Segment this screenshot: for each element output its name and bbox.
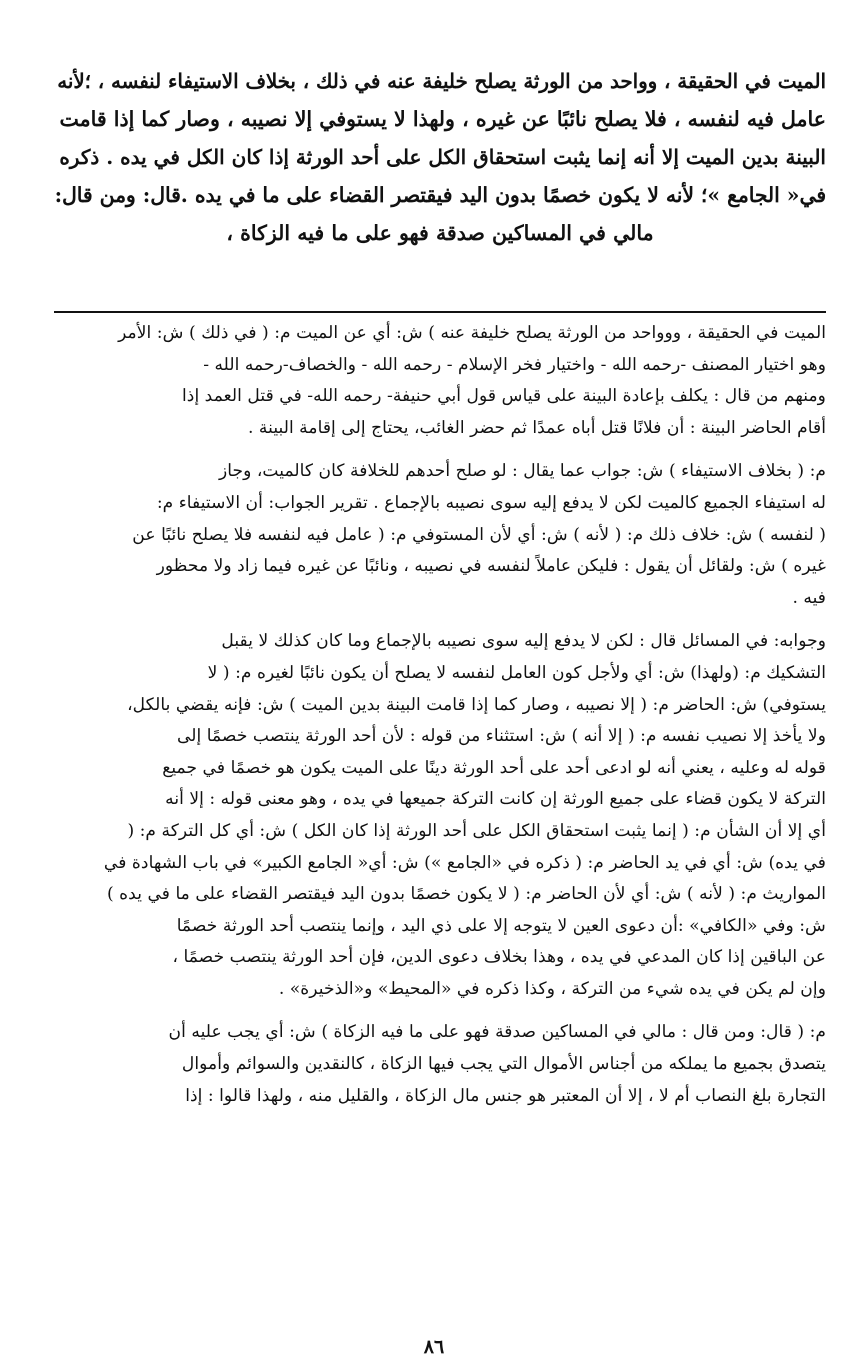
commentary-line: فيه . xyxy=(792,587,826,608)
separator-rule xyxy=(54,311,826,313)
commentary-line: الميت في الحقيقة ، ووواحد من الورثة يصلح خليفة عنه ) ش: أي عن الميت م: ( في ذلك ) ش: الأمر xyxy=(118,323,826,343)
commentary-line: التجارة بلغ النصاب أم لا ، إلا أن المعتبر هو جنس مال الزكاة ، والقليل منه ، ولهذا قالوا : إذا xyxy=(185,1085,826,1106)
commentary-line: ش: وفي «الكافي» :أن دعوى العين لا يتوجه إلا على ذي اليد ، وإنما ينتصب أحد الورثة خصمًا xyxy=(176,915,826,936)
commentary-line: عن الباقين إذا كان المدعي في يده ، وهذا بخلاف دعوى الدين، فإن أحد الورثة ينتصب خصمًا ، xyxy=(172,947,826,968)
commentary-line: م: ( قال: ومن قال : مالي في المساكين صدقة فهو على ما فيه الزكاة ) ش: أي يجب عليه أن xyxy=(168,1022,826,1043)
commentary-line: المواريث م: ( لأنه ) ش: أي لأن الحاضر م: ( لا يكون خصمًا بدون اليد فيقتصر القضاء على ما في يده ) xyxy=(107,884,826,905)
commentary-line: وجوابه: في المسائل قال : لكن لا يدفع إليه سوى نصيبه بالإجماع وما كان كذلك لا يقبل xyxy=(221,631,826,652)
commentary-line: يستوفي) ش: الحاضر م: ( إلا نصيبه ، وصار كما إذا قامت البينة بدين الميت ) ش: فإنه يقضي بالكل، xyxy=(127,694,826,715)
main-text-block xyxy=(54,62,826,252)
main-text-line: الميت في الحقيقة ، وواحد من الورثة يصلح خليفة عنه في ذلك ، بخلاف الاستيفاء لنفسه ، ؛لأنه xyxy=(57,69,826,93)
commentary-paragraph xyxy=(54,456,826,614)
main-text-line: في« الجامع »؛ لأنه لا يكون خصمًا بدون اليد فيقتصر القضاء على ما في يده .قال: ومن قال: xyxy=(54,183,826,207)
main-text-line: مالي في المساكين صدقة فهو على ما فيه الزكاة ، xyxy=(226,221,654,245)
commentary-line: ( لنفسه ) ش: خلاف ذلك م: ( لأنه ) ش: أي لأن المستوفي م: ( عامل فيه لنفسه فلا يصلح نائبًا عن xyxy=(132,524,826,545)
commentary-line: ومنهم من قال : يكلف بإعادة البينة على قياس قول أبي حنيفة- رحمه الله- في قتل العمد إذا xyxy=(182,386,826,407)
commentary-line: وهو اختيار المصنف -رحمه الله - واختيار فخر الإسلام - رحمه الله - والخصاف-رحمه الله - xyxy=(203,354,826,375)
page-number: ٨٦ xyxy=(423,1336,445,1358)
commentary-line: يتصدق بجميع ما يملكه من أجناس الأموال التي يجب فيها الزكاة ، كالنقدين والسوائم وأموال xyxy=(181,1054,826,1075)
commentary-block xyxy=(54,318,826,1124)
main-text-line: عامل فيه لنفسه ، فلا يصلح نائبًا عن غيره ، ولهذا لا يستوفي إلا نصيبه ، وصار كما إذا قامت xyxy=(59,107,826,131)
commentary-line: غيره ) ش: ولقائل أن يقول : فليكن عاملاً لنفسه في نصيبه ، ونائبًا عن غيره فيما زاد ولا محظور xyxy=(156,556,826,577)
commentary-line: وإن لم يكن في يده شيء من التركة ، وكذا ذكره في «المحيط» و«الذخيرة» . xyxy=(278,978,826,999)
commentary-line: له استيفاء الجميع كالميت لكن لا يدفع إليه سوى نصيبه بالإجماع . تقرير الجواب: أن الاستيفاء م: xyxy=(156,492,826,513)
commentary-line: التركة لا يكون قضاء على جميع الورثة إن كانت التركة جميعها في يده ، وهو معنى قوله : إلا أنه xyxy=(165,789,826,810)
commentary-line: في يده) ش: أي في يد الحاضر م: ( ذكره في «الجامع ») ش: أي« الجامع الكبير» في باب الشهادة في xyxy=(103,852,826,873)
commentary-line: ولا يأخذ إلا نصيب نفسه م: ( إلا أنه ) ش: استثناء من قوله : لأن أحد الورثة ينتصب خصمًا إلى xyxy=(176,726,826,747)
commentary-paragraph xyxy=(54,626,826,1005)
commentary-line: قوله له وعليه ، يعني أنه لو ادعى أحد على أحد الورثة دينًا على الميت يكون هو خصمًا في جميع xyxy=(162,757,826,778)
commentary-line: التشكيك م: (ولهذا) ش: أي ولأجل كون العامل لنفسه لا يصلح أن يكون نائبًا لغيره م: ( لا xyxy=(207,662,826,683)
main-text-line: البينة بدين الميت إلا أنه إنما يثبت استحقاق الكل على أحد الورثة إذا كان الكل في يده . ذكره xyxy=(59,145,826,169)
commentary-line: م: ( بخلاف الاستيفاء ) ش: جواب عما يقال : لو صلح أحدهم للخلافة كان كالميت، وجاز xyxy=(218,461,826,482)
commentary-line: أقام الحاضر البينة : أن فلانًا قتل أباه عمدًا ثم حضر الغائب، يحتاج إلى إقامة البينة . xyxy=(248,417,826,438)
commentary-paragraph xyxy=(54,1017,826,1112)
commentary-line: أي إلا أن الشأن م: ( إنما يثبت استحقاق الكل على أحد الورثة إذا كان الكل ) ش: أي كل التركة م: ( xyxy=(127,820,826,841)
commentary-paragraph xyxy=(54,318,826,444)
